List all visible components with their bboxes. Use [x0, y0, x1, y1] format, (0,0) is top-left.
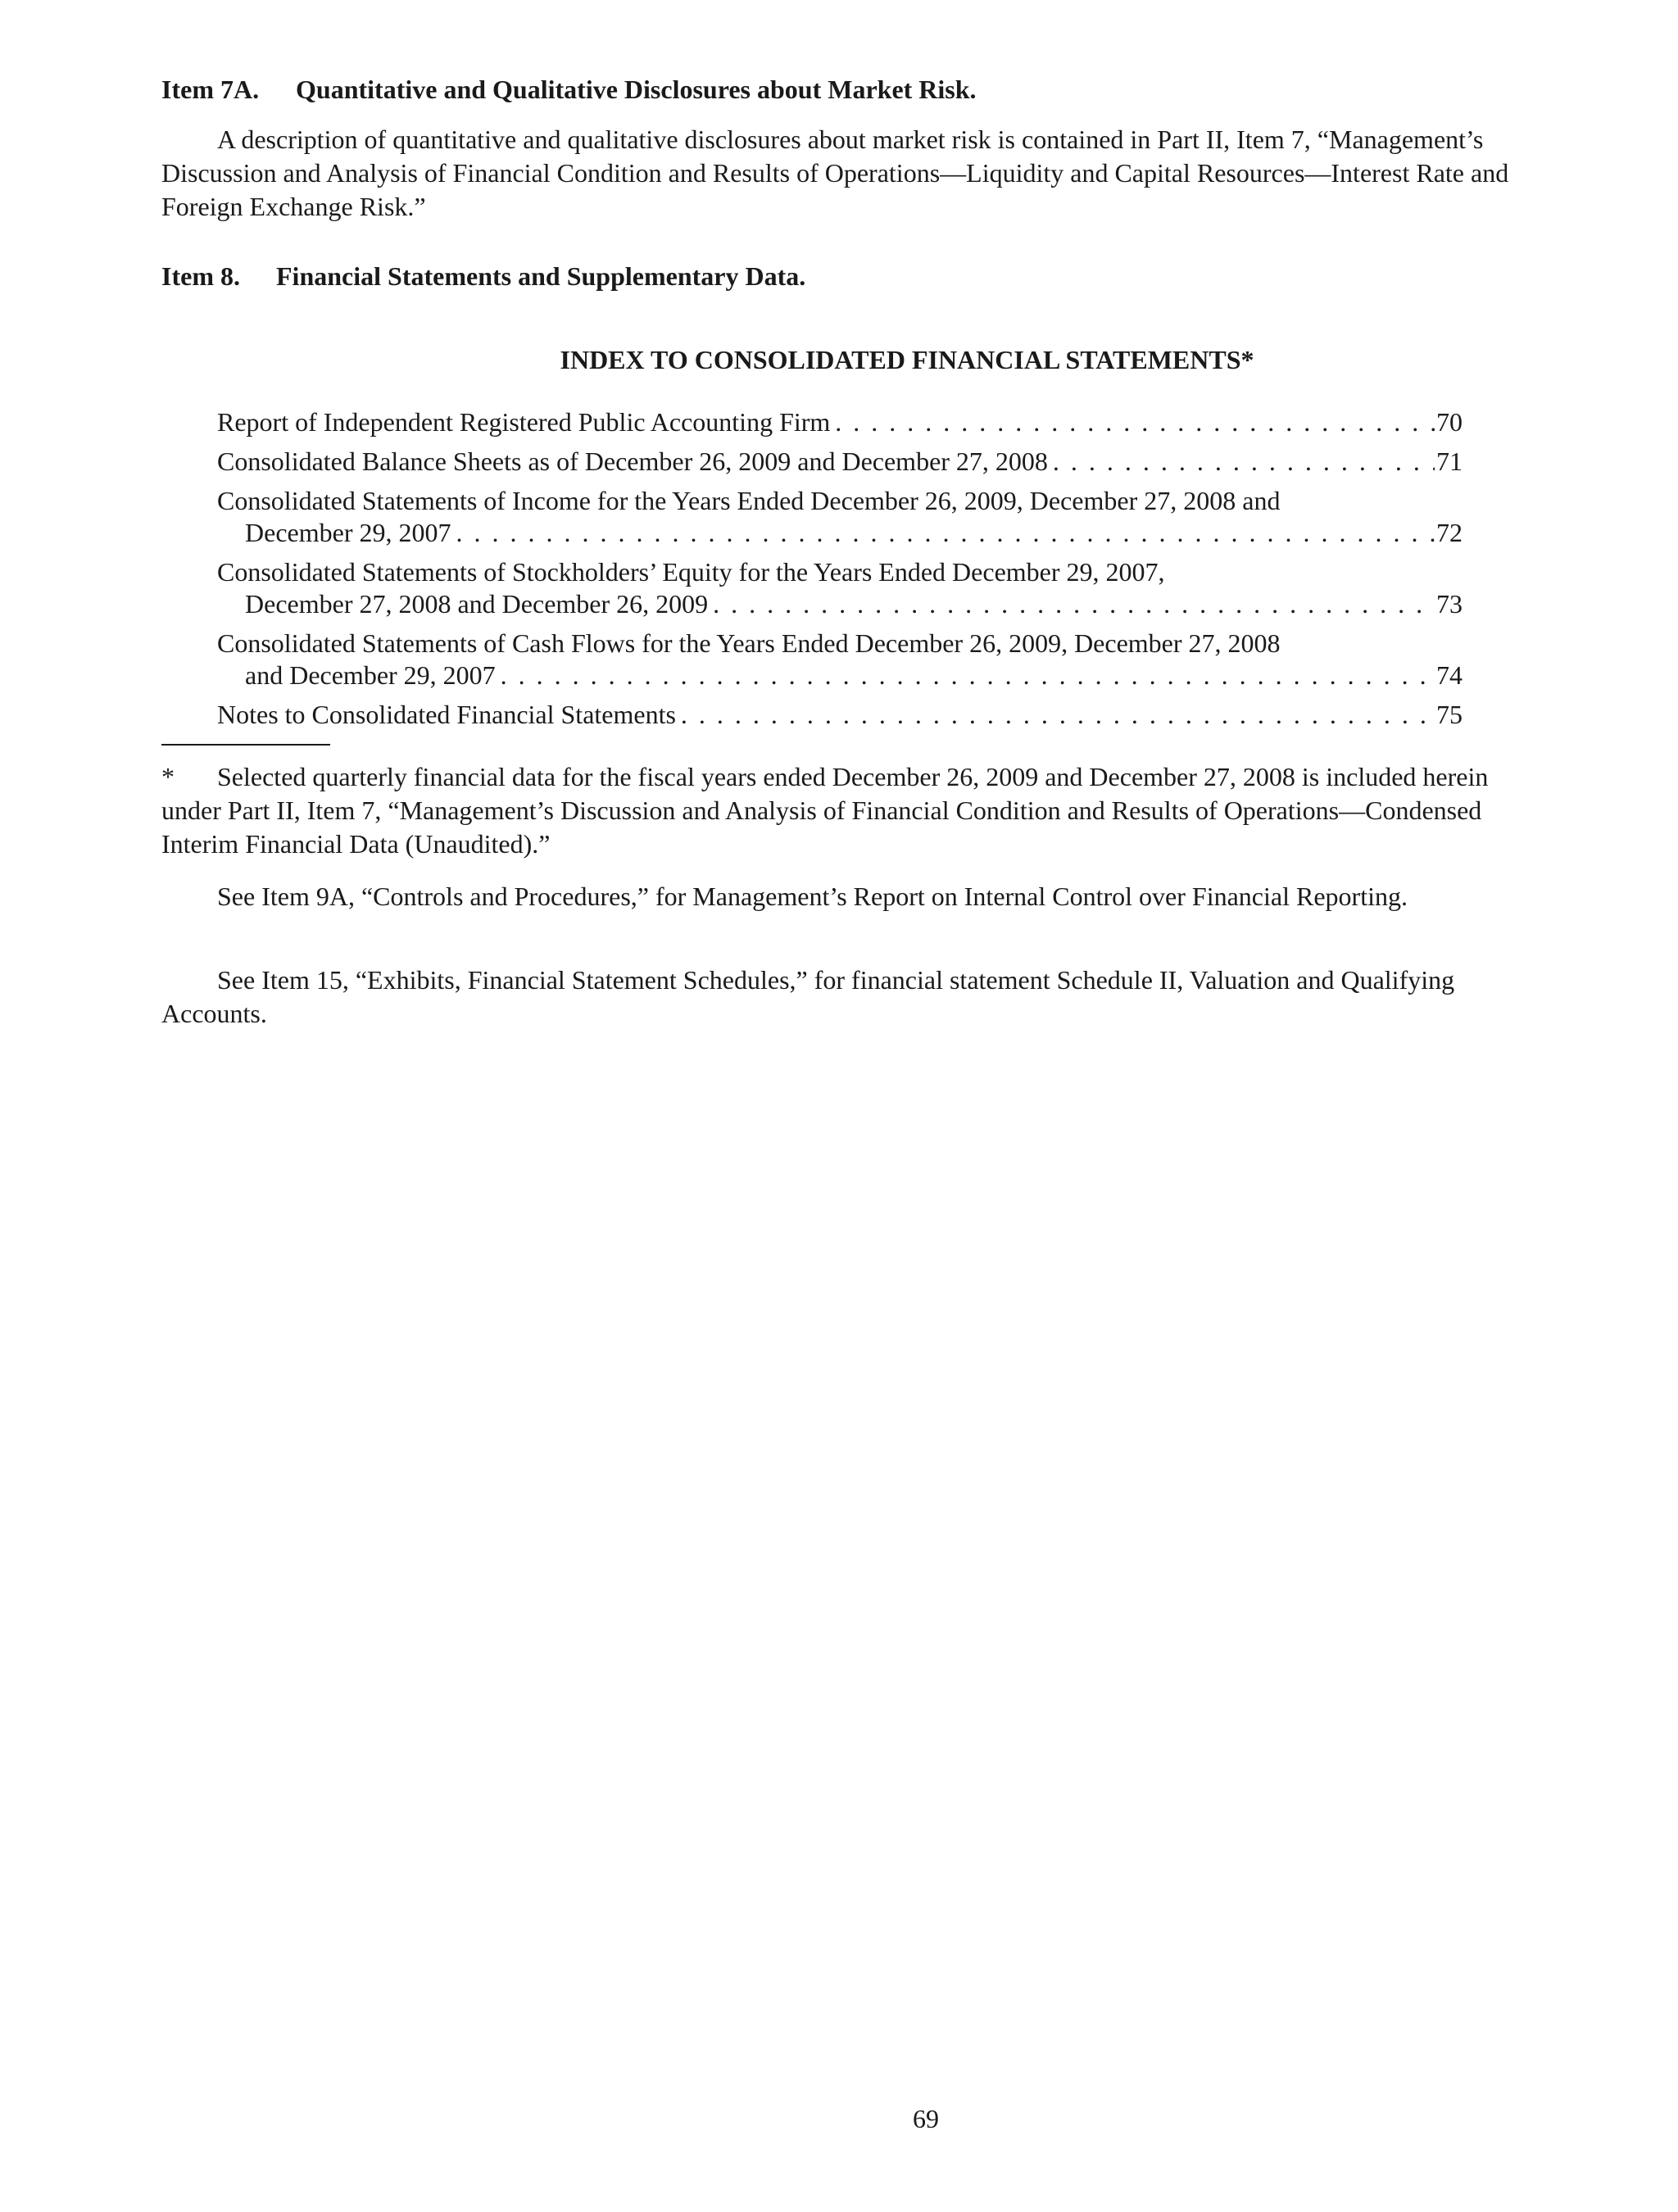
- index-entry-text: Notes to Consolidated Financial Statements: [217, 700, 676, 729]
- index-entry-page: 71: [1436, 446, 1463, 476]
- document-page: [161, 0, 1522, 2212]
- item-7a-heading: [161, 73, 977, 106]
- dot-leader: [676, 699, 1435, 731]
- index-entry-page: 70: [1436, 407, 1463, 437]
- footnote: [161, 760, 1522, 861]
- index-entry-page: 74: [1436, 660, 1463, 690]
- item-7a-body: A description of quantitative and qualitative disclosures about market risk is contained in Part II, Item 7, “Management’s Discussion and Analysis of Financial Condition and Results of Operations—Liquidity and Capital Resources—Interest Rate and Foreign Exchange Risk.”: [161, 125, 1509, 221]
- see-item-15-paragraph: See Item 15, “Exhibits, Financial Statement Schedules,” for financial statement Schedule II, Valuation and Qualifying Accounts.: [161, 965, 1455, 1028]
- index-entry-text: December 27, 2008 and December 26, 2009: [245, 589, 709, 619]
- item-7a-title: Quantitative and Qualitative Disclosures about Market Risk.: [296, 75, 977, 104]
- dot-leader: [830, 406, 1435, 438]
- item-8-heading: [161, 260, 805, 292]
- dot-leader: [496, 660, 1435, 691]
- index-entry-page: 72: [1436, 518, 1463, 547]
- index-title: INDEX TO CONSOLIDATED FINANCIAL STATEMENTS*: [560, 345, 1254, 374]
- see-item-9a-paragraph: See Item 9A, “Controls and Procedures,” for Management’s Report on Internal Control over Financial Reporting.: [217, 882, 1408, 911]
- item-8-number: Item 8.: [161, 261, 240, 291]
- footnote-divider: [161, 744, 330, 746]
- index-entry-text: and December 29, 2007: [245, 660, 496, 690]
- index-entry-first-line: Consolidated Statements of Income for the Years Ended December 26, 2009, December 27, 2008 and: [217, 486, 1281, 515]
- index-entry: [217, 628, 1463, 691]
- index-entry-first-line: Consolidated Statements of Stockholders’ Equity for the Years Ended December 29, 2007,: [217, 557, 1165, 587]
- index-entry: [217, 556, 1463, 620]
- index-entry: [217, 485, 1463, 549]
- index-entry: [217, 699, 1463, 731]
- index-entry-text: Report of Independent Registered Public Accounting Firm: [217, 407, 831, 437]
- index-entry-page: 75: [1436, 700, 1463, 729]
- footnote-mark: *: [161, 762, 175, 791]
- item-7a-number: Item 7A.: [161, 75, 260, 104]
- index-entry-page: 73: [1436, 589, 1463, 619]
- index-entry: [217, 406, 1463, 438]
- index-entry-text: Consolidated Balance Sheets as of December 26, 2009 and December 27, 2008: [217, 446, 1048, 476]
- dot-leader: [451, 517, 1435, 549]
- item-8-title: Financial Statements and Supplementary Data.: [276, 261, 806, 291]
- index-entry-first-line: Consolidated Statements of Cash Flows for the Years Ended December 26, 2009, December 27, 2008: [217, 628, 1281, 658]
- index-list: [217, 406, 1463, 738]
- page-number: 69: [913, 2104, 939, 2133]
- index-entry: [217, 446, 1463, 478]
- footnote-text: Selected quarterly financial data for the fiscal years ended December 26, 2009 and December 27, 2008 is included herein under Part II, Item 7, “Management’s Discussion and Analysis of Financial Condition and Results of Operations—Condensed Interim Financial Data (Unaudited).”: [161, 762, 1489, 859]
- index-entry-text: December 29, 2007: [245, 518, 451, 547]
- dot-leader: [1048, 446, 1435, 478]
- dot-leader: [708, 588, 1435, 620]
